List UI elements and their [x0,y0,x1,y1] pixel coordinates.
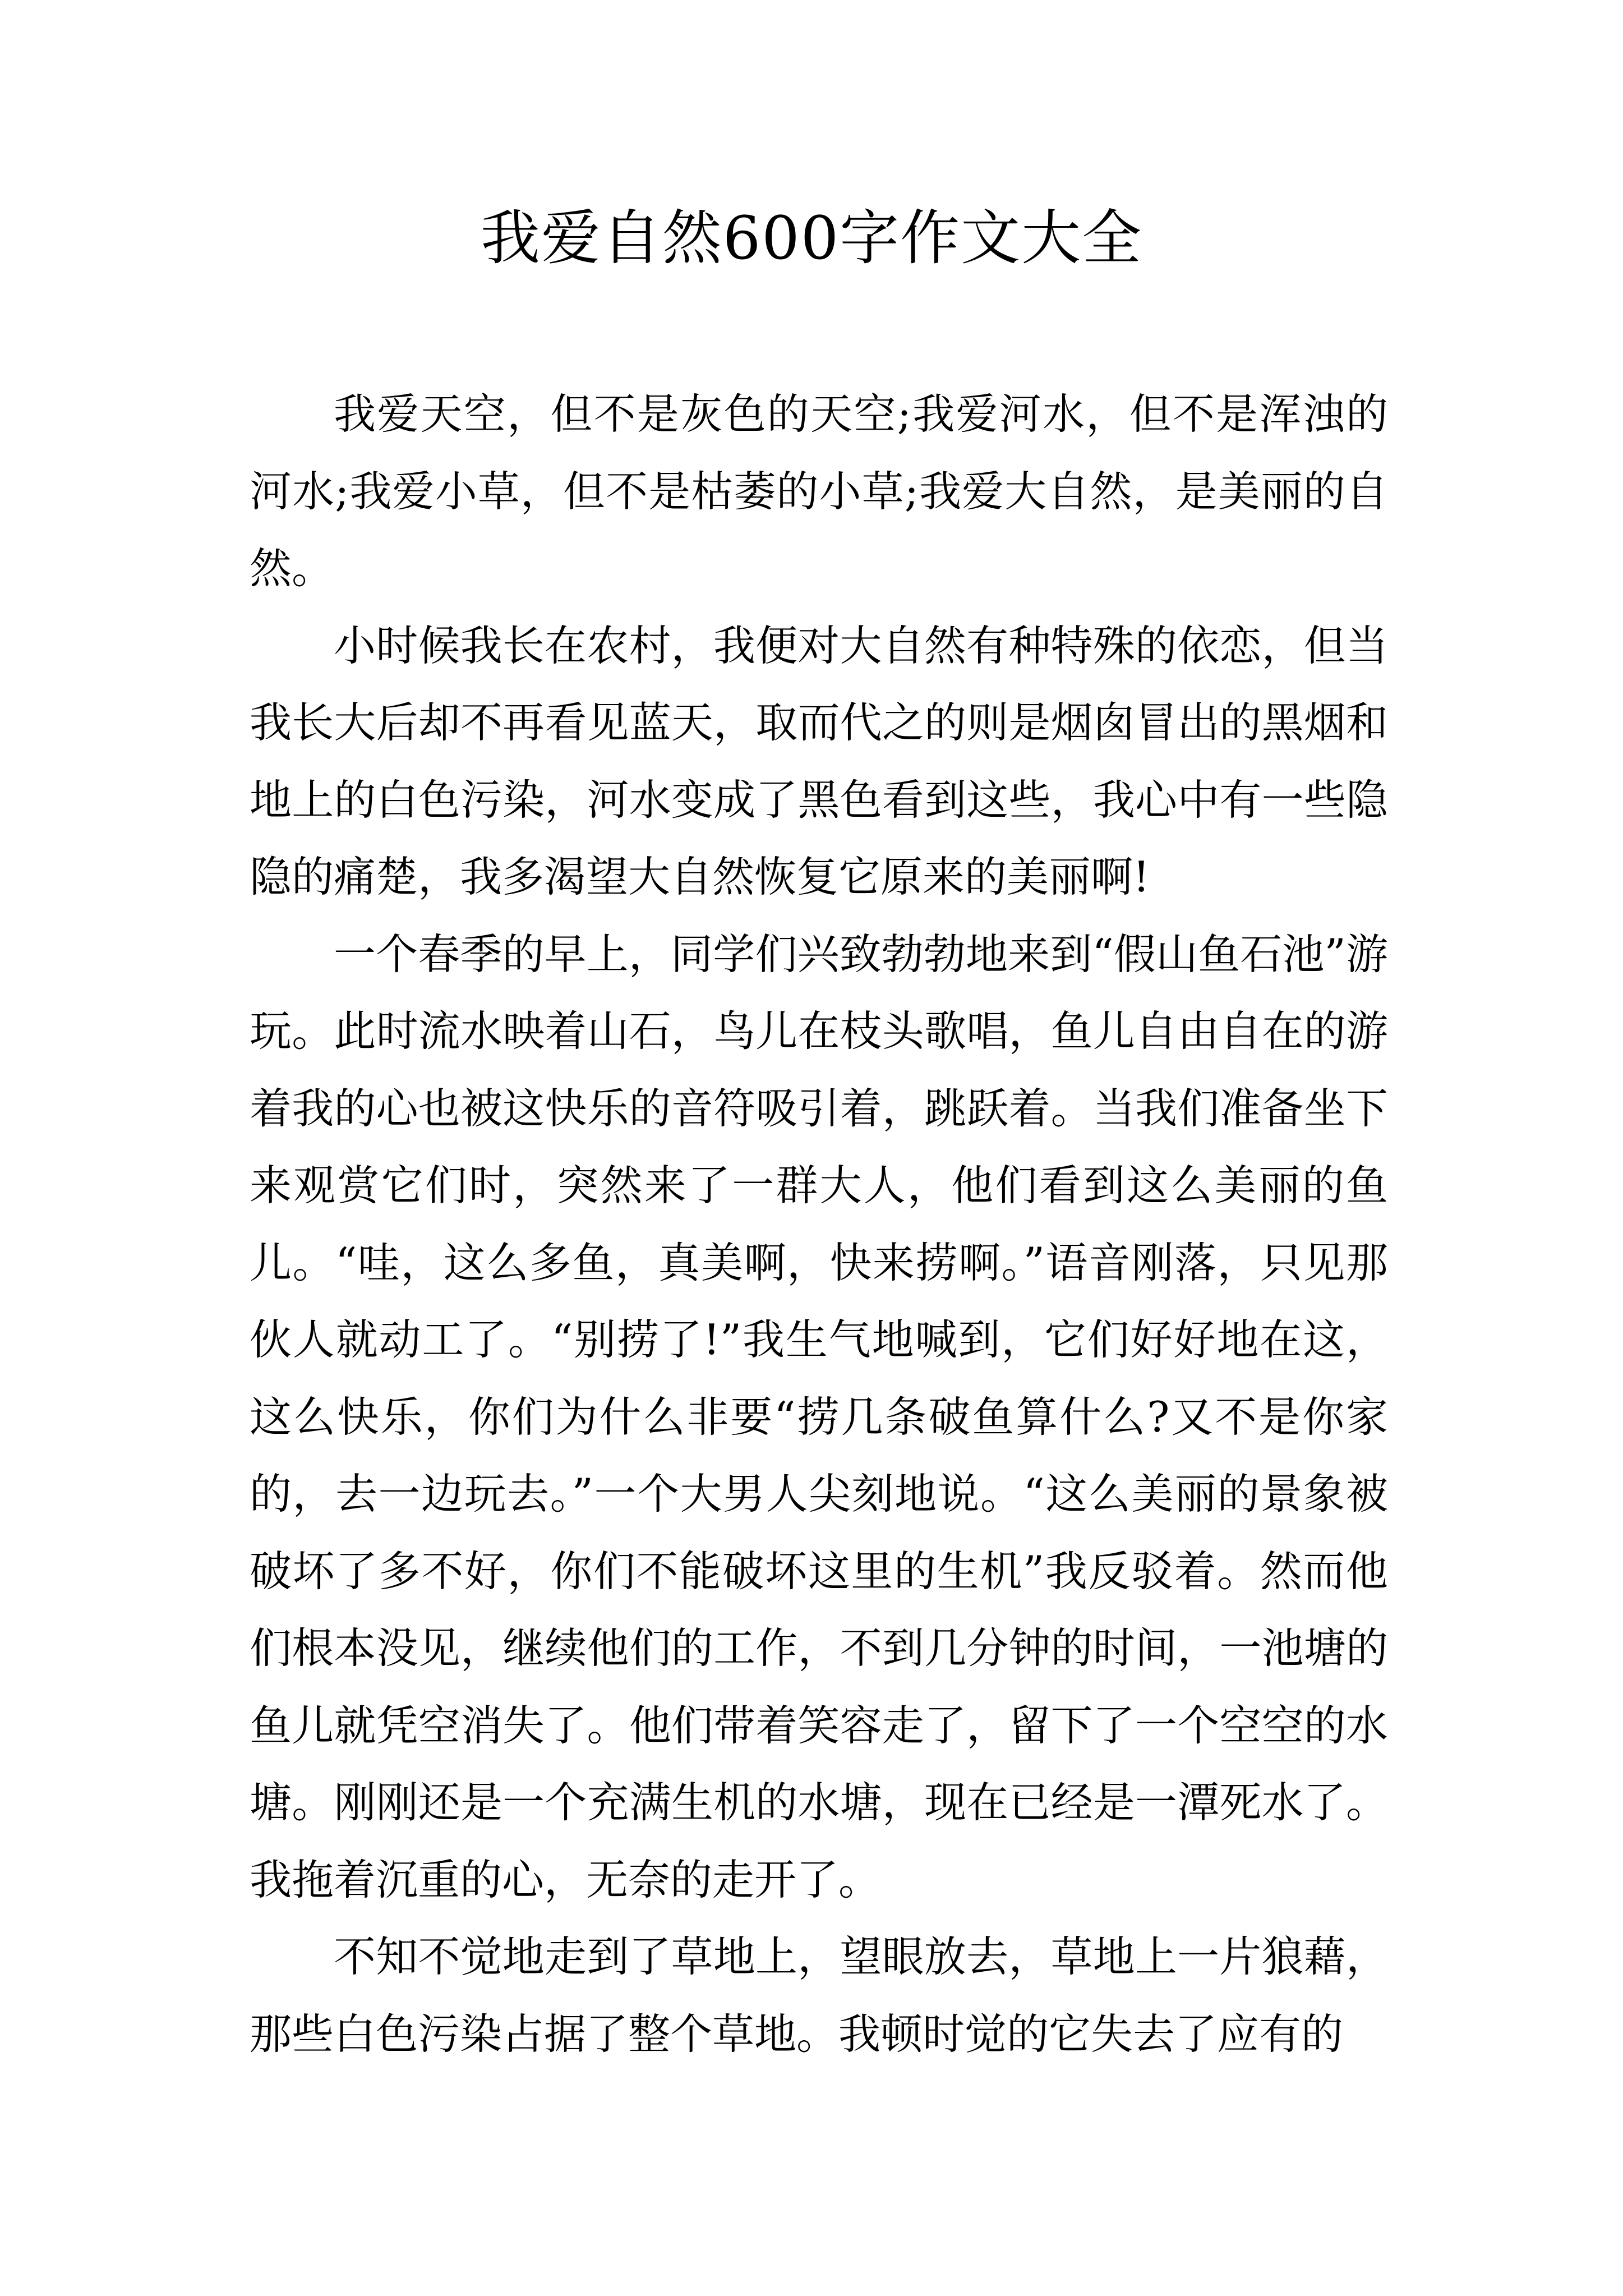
paragraph-2: 小时候我长在农村，我便对大自然有种特殊的依恋，但当我长大后却不再看见蓝天，取而代之的则是烟囱冒出的黑烟和地上的白色污染，河水变成了黑色看到这些，我心中有一些隐隐的痛楚，我多渴望大自然恢复它原来的美丽啊! [250,620,1388,901]
document-body [250,376,1388,2073]
paragraph-1: 我爱天空，但不是灰色的天空;我爱河水，但不是浑浊的河水;我爱小草，但不是枯萎的小草;我爱大自然，是美丽的自然。 [250,389,1388,593]
document-title: 我爱自然600字作文大全 [480,204,1143,273]
paragraph-3: 一个春季的早上，同学们兴致勃勃地来到“假山鱼石池”游玩。此时流水映着山石，鸟儿在枝头歌唱，鱼儿自由自在的游着我的心也被这快乐的音符吸引着，跳跃着。当我们准备坐下来观赏它们时，突然来了一群大人，他们看到这么美丽的鱼儿。“哇，这么多鱼，真美啊，快来捞啊。”语音刚落，只见那伙人就动工了。“别捞了!”我生气地喊到，它们好好地在这，这么快乐，你们为什么非要“捞几条破鱼算什么?又不是你家的，去一边玩去。”一个大男人尖刻地说。“这么美丽的景象被破坏了多不好，你们不能破坏这里的生机”我反驳着。然而他们根本没见，继续他们的工作，不到几分钟的时间，一池塘的鱼儿就凭空消失了。他们带着笑容走了，留下了一个空空的水塘。刚刚还是一个充满生机的水塘，现在已经是一潭死水了。我拖着沉重的心，无奈的走开了。 [250,929,1388,1904]
paragraph-4: 不知不觉地走到了草地上，望眼放去，草地上一片狼藉，那些白色污染占据了整个草地。我顿时觉的它失去了应有的 [250,1932,1388,2059]
